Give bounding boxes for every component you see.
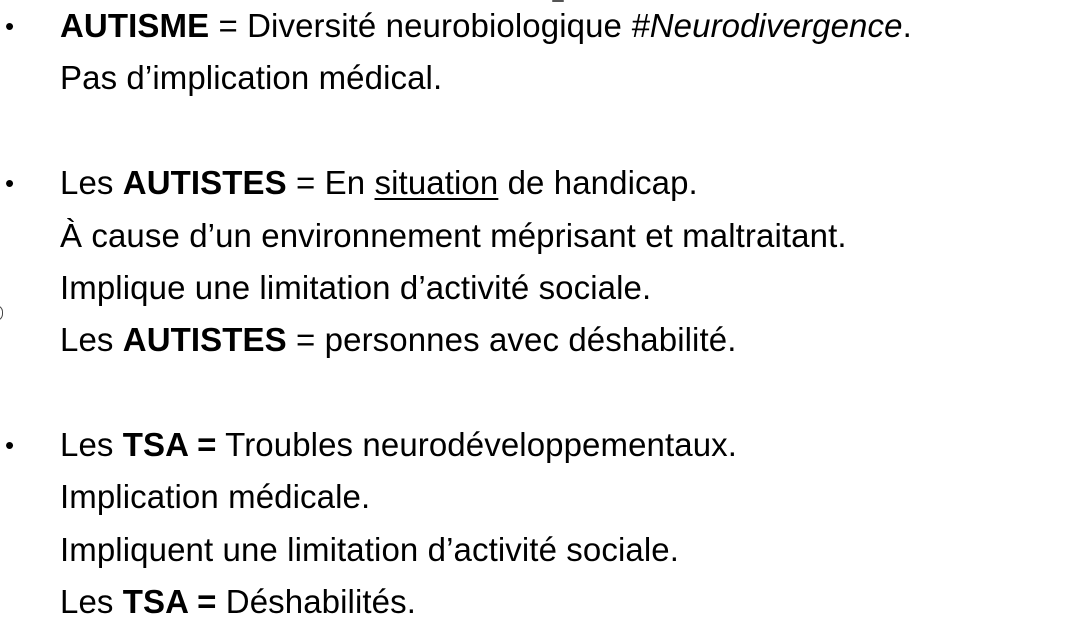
term-tsa: TSA = bbox=[122, 426, 217, 463]
tsa-limitation-line: Impliquent une limitation d’activité sociale. bbox=[60, 531, 679, 568]
definition-text: = En bbox=[286, 164, 375, 201]
underlined-situation: situation bbox=[374, 164, 499, 201]
autistes-closing-line bbox=[60, 320, 736, 360]
tsa-closing-line bbox=[60, 582, 416, 622]
autisme-definition-line bbox=[60, 6, 912, 46]
term-tsa: TSA = bbox=[122, 583, 217, 620]
lead-text: Les bbox=[60, 164, 123, 201]
definition-text: = Diversité neurobiologique bbox=[209, 7, 632, 44]
tsa-definition-line bbox=[60, 425, 737, 465]
period: . bbox=[902, 7, 912, 44]
definition-end: de handicap. bbox=[498, 164, 698, 201]
autistes-definition-line bbox=[60, 163, 698, 203]
term-autisme: AUTISME bbox=[60, 7, 210, 44]
autistes-limitation-line: Implique une limitation d’activité sociale. bbox=[60, 269, 652, 306]
lead-text: Les bbox=[60, 321, 123, 358]
closing-text: = personnes avec déshabilité. bbox=[286, 321, 737, 358]
lead-text: Les bbox=[60, 426, 123, 463]
hashtag-neurodivergence: #Neurodivergence bbox=[631, 7, 903, 44]
definition-text: Troubles neurodéveloppementaux. bbox=[216, 426, 738, 463]
autistes-cause-line: À cause d’un environnement méprisant et maltraitant. bbox=[60, 217, 847, 254]
bullet-2: • bbox=[5, 168, 15, 198]
term-autistes: AUTISTES bbox=[122, 321, 287, 358]
bullet-1: • bbox=[5, 11, 15, 41]
autisme-note-line: Pas d’implication médical. bbox=[60, 59, 443, 96]
cropped-text-fragment bbox=[552, 0, 564, 2]
cropped-glyph-fragment bbox=[0, 305, 3, 321]
closing-text: Déshabilités. bbox=[216, 583, 416, 620]
term-autistes: AUTISTES bbox=[122, 164, 287, 201]
bullet-3: • bbox=[5, 430, 15, 460]
lead-text: Les bbox=[60, 583, 123, 620]
tsa-medical-line: Implication médicale. bbox=[60, 478, 371, 515]
